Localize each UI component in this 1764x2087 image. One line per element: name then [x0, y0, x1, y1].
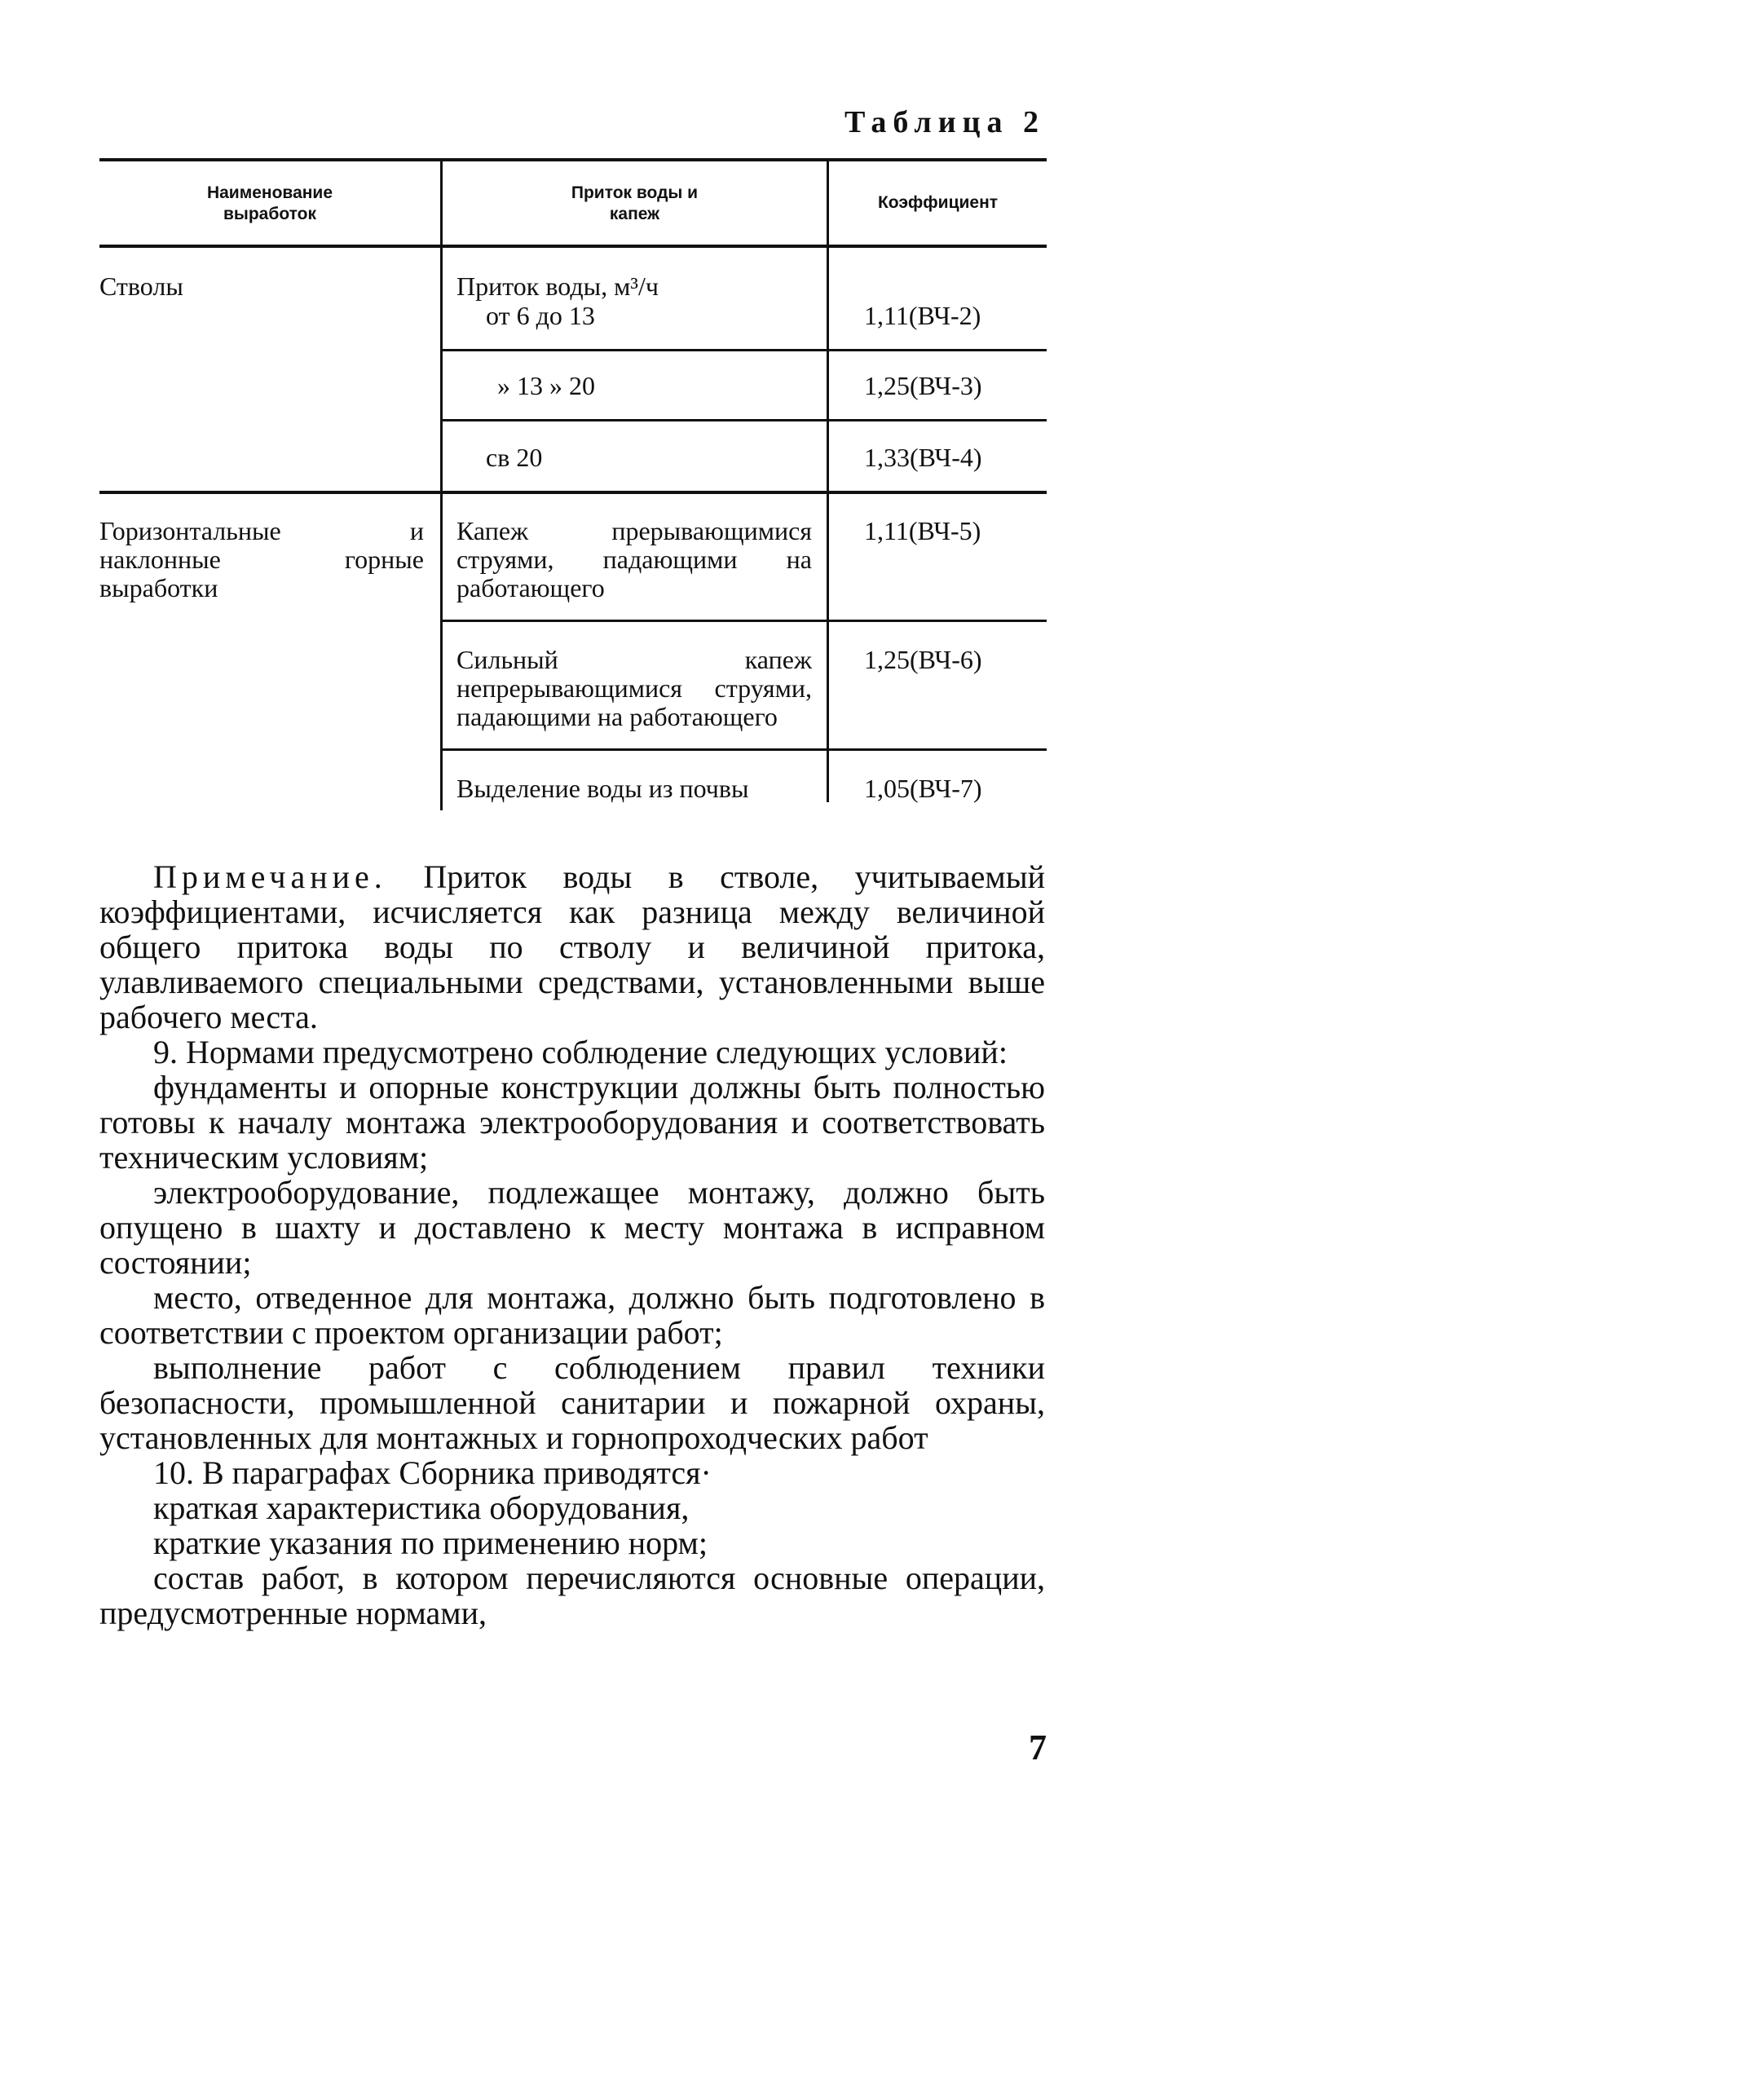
column-divider [440, 158, 443, 810]
cell-coefficient: 1,11(ВЧ-5) [864, 516, 981, 545]
cell-coefficient: 1,25(ВЧ-6) [864, 645, 982, 674]
group-divider [99, 491, 1047, 494]
coefficient-table [99, 158, 1047, 810]
table-top-rule [99, 158, 1047, 161]
cell-name: Стволы [99, 271, 183, 301]
cell-coefficient: 1,05(ВЧ-7) [864, 774, 982, 803]
table-title: Таблица 2 [844, 105, 1045, 139]
note-text: Приток воды в стволе, учитываемый коэффициентами, исчисляется как разница между величиной общего притока воды по стволу и величиной притока, улавливаемого специальными средствами, установленными выше рабочего места. [99, 858, 1045, 1035]
paragraph: 9. Нормами предусмотрено соблюдение следующих условий: [153, 1034, 1008, 1070]
page-number: 7 [1029, 1727, 1047, 1767]
cell-inflow: Приток воды, м³/ч [456, 271, 659, 301]
row-divider [440, 620, 1047, 622]
paragraph: состав работ, в котором перечисляются основные операции, предусмотренные нормами, [99, 1560, 1045, 1631]
header-inflow [443, 183, 827, 225]
header-coefficient: Коэффициент [877, 193, 999, 212]
column-divider [827, 158, 829, 802]
row-divider [440, 748, 1047, 751]
paragraph: выполнение работ с соблюдением правил техники безопасности, промышленной санитарии и пожарной охраны, установленных для монтажных и горнопроходческих работ [99, 1349, 1045, 1456]
header-name [99, 183, 440, 225]
note-paragraph [99, 859, 1045, 1035]
row-divider [440, 349, 1047, 351]
table-header-rule [99, 245, 1047, 248]
cell-inflow: от 6 до 13 [486, 301, 595, 330]
note-label: Примечание. [153, 858, 387, 895]
header-name-text: Наименование выработок [206, 183, 333, 223]
cell-inflow: Выделение воды из почвы [456, 774, 749, 803]
body-text [99, 859, 1045, 1630]
paragraph: место, отведенное для монтажа, должно быть подготовлено в соответствии с проектом организации работ; [99, 1279, 1045, 1351]
cell-inflow: Капеж прерывающимися струями, падающими на работающего [456, 516, 812, 602]
paragraph: краткая характеристика оборудования, [153, 1489, 690, 1526]
row-divider [440, 419, 1047, 421]
paragraph: фундаменты и опорные конструкции должны быть полностью готовы к началу монтажа электрооборудования и соответствовать техническим условиям; [99, 1069, 1045, 1176]
cell-inflow: » 13 » 20 [497, 371, 595, 400]
cell-coefficient: 1,11(ВЧ-2) [864, 301, 981, 330]
cell-coefficient: 1,25(ВЧ-3) [864, 371, 982, 400]
cell-inflow: св 20 [486, 443, 543, 472]
paragraph: краткие указания по применению норм; [153, 1524, 708, 1561]
cell-inflow: Сильный капеж непрерывающимися струями, падающими на работающего [456, 645, 812, 731]
cell-name: Горизонтальные и наклонные горные выработки [99, 516, 424, 602]
paragraph: 10. В параграфах Сборника приводятся· [153, 1454, 712, 1491]
cell-coefficient: 1,33(ВЧ-4) [864, 443, 982, 472]
header-inflow-text: Приток воды и капеж [571, 183, 699, 223]
paragraph: электрооборудование, подлежащее монтажу, должно быть опущено в шахту и доставлено к месту монтажа в исправном состоянии; [99, 1174, 1045, 1281]
